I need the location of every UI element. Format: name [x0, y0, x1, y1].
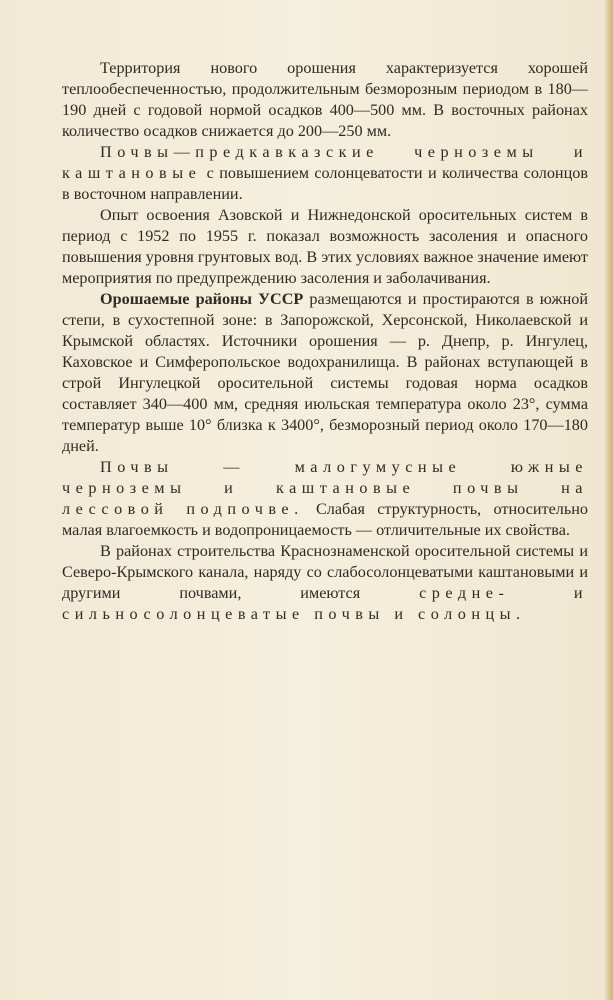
paragraph-text: Слабая структурность, относительно малая влагоемкость и водопроницаемость — отличительные их свойства. [62, 500, 588, 539]
paragraph-soils-south [62, 457, 588, 541]
paragraph-krasnoznamenskaya [62, 541, 588, 625]
paragraph-text: В районах строительства Краснознаменской оросительной системы и Северо-Крымского канала, наряду со слабосолонцеватыми каштановыми и другими почвами, имеются [62, 542, 588, 602]
paragraph-soils-caucasus [62, 142, 588, 205]
page-text [62, 58, 588, 625]
paragraph-climate: Территория нового орошения характеризуется хорошей теплообеспеченностью, продолжительным безморозным периодом в 180—190 дней с годовой нормой осадков 400—500 мм. В восточных районах количество осадков снижается до 200—250 мм. [62, 59, 588, 140]
spaced-soil-term: Почвы—предкавказские черноземы и каштановые [62, 143, 588, 182]
bold-heading: Орошаемые районы УССР [100, 290, 304, 308]
paragraph-ukraine [62, 289, 588, 457]
paragraph-text: с повышением солонцеватости и количества солонцов в восточном направлении. [62, 164, 588, 203]
paragraph-experience: Опыт освоения Азовской и Нижнедонской оросительных систем в период с 1952 по 1955 г. показал возможность засоления и опасного повышения уровня грунтовых вод. В этих условиях важное значение имеют мероприятия по предупреждению засоления и заболачивания. [62, 206, 588, 287]
spaced-soil-term: средне- и сильносолонцеватые почвы и солонцы. [62, 584, 588, 623]
page-edge [604, 0, 613, 1000]
spaced-soil-term: Почвы — малогумусные южные черноземы и каштановые почвы на лессовой подпочве. [62, 458, 588, 518]
paragraph-text: размещаются и простираются в южной степи, в сухостепной зоне: в Запорожской, Херсонской, Николаевской и Крымской областях. Источники орошения — р. Днепр, р. Ингулец, Каховское и Симферопольское водохранилища. В районах вступающей в строй Ингулецкой оросительной системы годовая норма осадков составляет 340—400 мм, средняя июльская температура около 23°, сумма температур выше 10° близка к 3400°, безморозный период около 170—180 дней. [62, 290, 588, 455]
